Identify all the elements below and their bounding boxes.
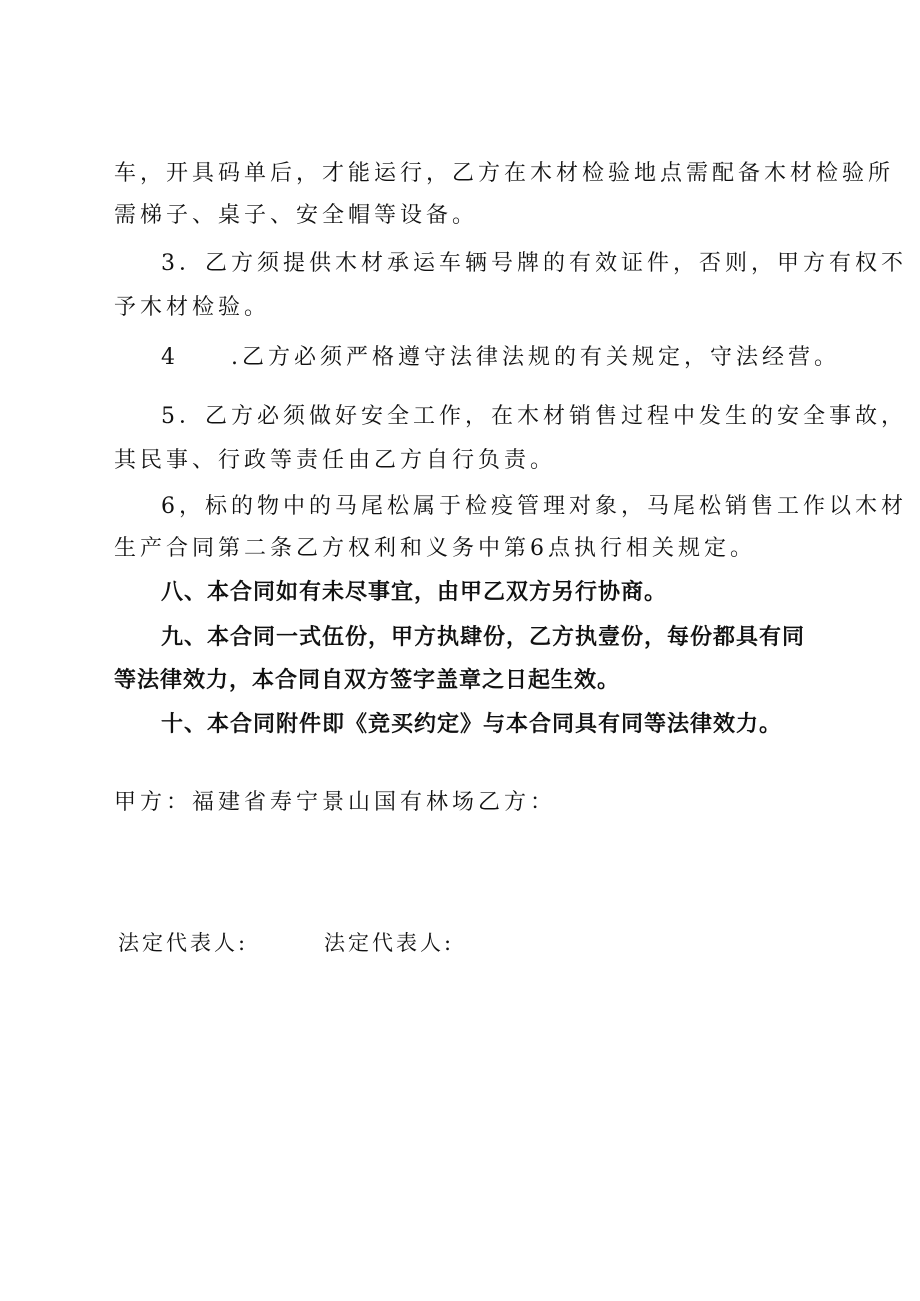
parties-line: 甲方：福建省寿宁景山国有林场乙方：: [114, 790, 557, 815]
clause-9-line-2: 等法律效力，本合同自双方签字盖章之日起生效。: [114, 668, 621, 693]
item-3-line-1: 3．乙方须提供木材承运车辆号牌的有效证件，否则，甲方有权不: [161, 251, 907, 276]
item-5-line-2: 其民事、行政等责任由乙方自行负责。: [114, 448, 557, 473]
paragraph-continuation-line-1: 车，开具码单后，才能运行，乙方在木材检验地点需配备木材检验所: [114, 161, 895, 186]
paragraph-continuation-line-2: 需梯子、桌子、安全帽等设备。: [114, 203, 479, 228]
party-a-legal-representative: 法定代表人:: [118, 931, 249, 955]
item-6-line-1: 6，标的物中的马尾松属于检疫管理对象，马尾松销售工作以木材: [161, 494, 907, 519]
item-5-line-1: 5．乙方必须做好安全工作，在木材销售过程中发生的安全事故，: [161, 404, 907, 429]
party-b-legal-representative: 法定代表人:: [324, 931, 455, 955]
clause-9-line-1: 九、本合同一式伍份，甲方执肆份，乙方执壹份，每份都具有同: [161, 625, 806, 650]
clause-10-line-1: 十、本合同附件即《竞买约定》与本合同具有同等法律效力。: [161, 712, 783, 737]
item-4-line-1: 4 .乙方必须严格遵守法律法规的有关规定，守法经营。: [161, 345, 840, 370]
item-6-line-2: 生产合同第二条乙方权利和义务中第6点执行相关规定。: [114, 536, 756, 561]
clause-8-line-1: 八、本合同如有未尽事宜，由甲乙双方另行协商。: [161, 580, 668, 605]
item-3-line-2: 予木材检验。: [114, 295, 271, 320]
